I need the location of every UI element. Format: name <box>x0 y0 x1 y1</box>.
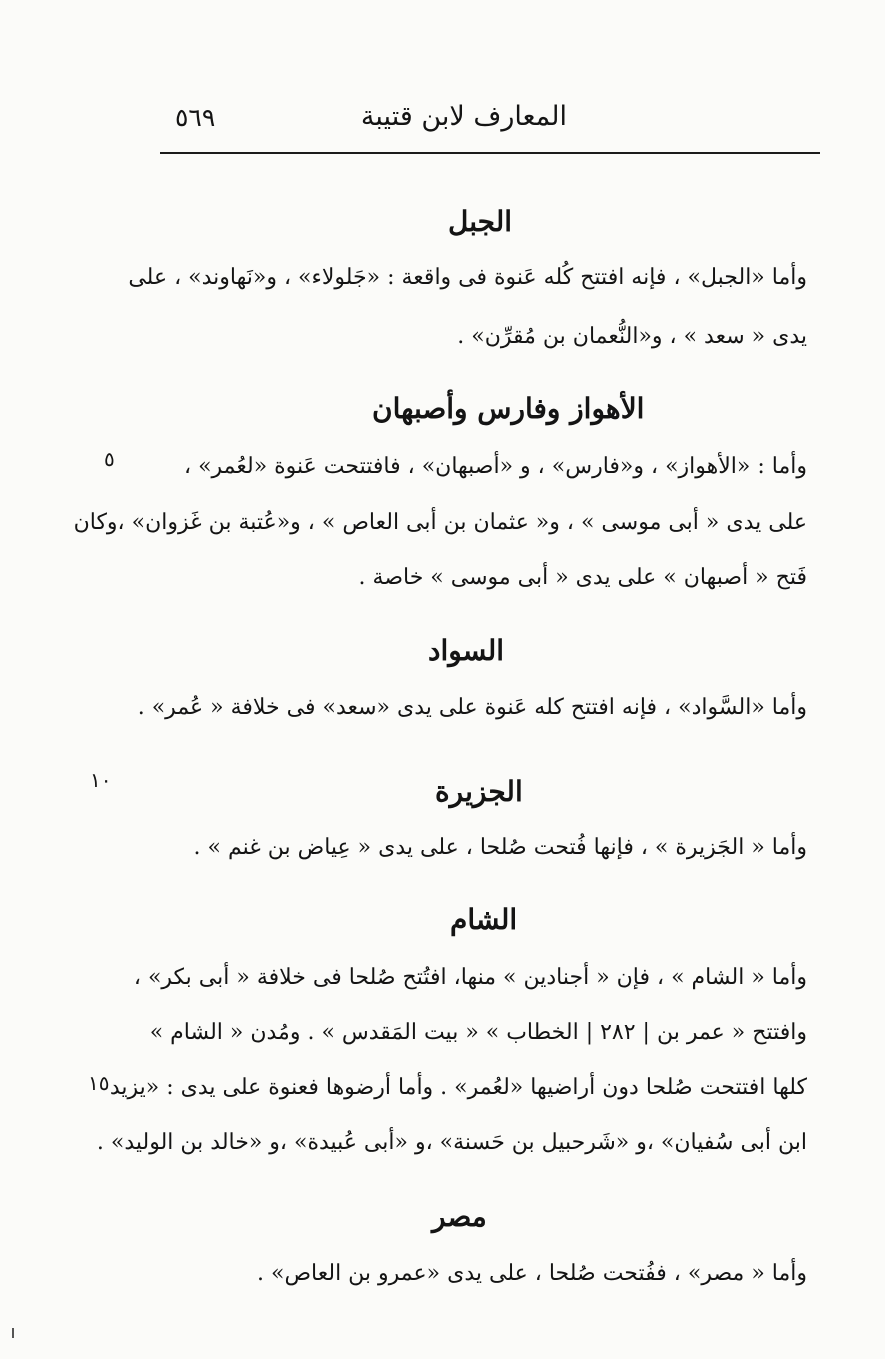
section-heading-jabal: الجبل <box>448 205 513 238</box>
section-heading-jazira: الجزيرة <box>435 775 523 808</box>
text-line: وأما « الشام » ، فإن « أجنادين » منها، افتُتح صُلحا فى خلافة « أبى بكر» ، <box>133 965 807 990</box>
text-line: وأما : «الأهواز» ، و«فارس» ، و «أصبهان» ، فافتتحت عَنوة «لعُمر» ، <box>183 454 807 479</box>
margin-line-number: ١٥ <box>88 1071 110 1095</box>
text-line: يدى « سعد » ، و«النُّعمان بن مُقرِّن» . <box>457 324 807 349</box>
page-edge-mark <box>12 1328 14 1338</box>
text-line: وأما « الجَزيرة » ، فإنها فُتحت صُلحا ، على يدى « عِياض بن غنم » . <box>193 835 807 860</box>
margin-line-number: ١٠ <box>90 768 112 792</box>
margin-line-number: ٥ <box>104 447 115 471</box>
text-line: وأما «السَّواد» ، فإنه افتتح كله عَنوة على يدى «سعد» فى خلافة « عُمر» . <box>137 695 807 720</box>
running-title: المعارف لابن قتيبة <box>360 101 567 132</box>
text-line: ابن أبى سُفيان» ،و «شَرحبيل بن حَسنة» ،و «أبى عُبيدة» ،و «خالد بن الوليد» . <box>96 1130 807 1155</box>
section-heading-ahwaz: الأهواز وفارس وأصبهان <box>372 392 645 425</box>
text-line: فَتح « أصبهان » على يدى « أبى موسى » خاصة . <box>358 565 807 590</box>
section-heading-sawad: السواد <box>428 634 505 667</box>
text-line: وأما « مصر» ، ففُتحت صُلحا ، على يدى «عمرو بن العاص» . <box>257 1261 807 1286</box>
text-line: كلها افتتحت صُلحا دون أراضيها «لعُمر» . وأما أرضوها فعنوة على يدى : «يزيد <box>109 1075 807 1100</box>
text-line: وافتتح « عمر بن | ٢٨٢ | الخطاب » « بيت المَقدس » . ومُدن « الشام » <box>149 1020 807 1045</box>
text-line: على يدى « أبى موسى » ، و« عثمان بن أبى العاص » ، و«عُتبة بن غَزوان» ،وكان <box>73 510 807 535</box>
section-heading-sham: الشام <box>450 903 518 936</box>
header-rule <box>160 152 820 154</box>
text-line: وأما «الجبل» ، فإنه افتتح كُله عَنوة فى واقعة : «جَلولاء» ، و«نَهاوند» ، على <box>128 265 807 290</box>
page-number: ٥٦٩ <box>175 103 216 132</box>
section-heading-misr: مصر <box>432 1200 487 1233</box>
